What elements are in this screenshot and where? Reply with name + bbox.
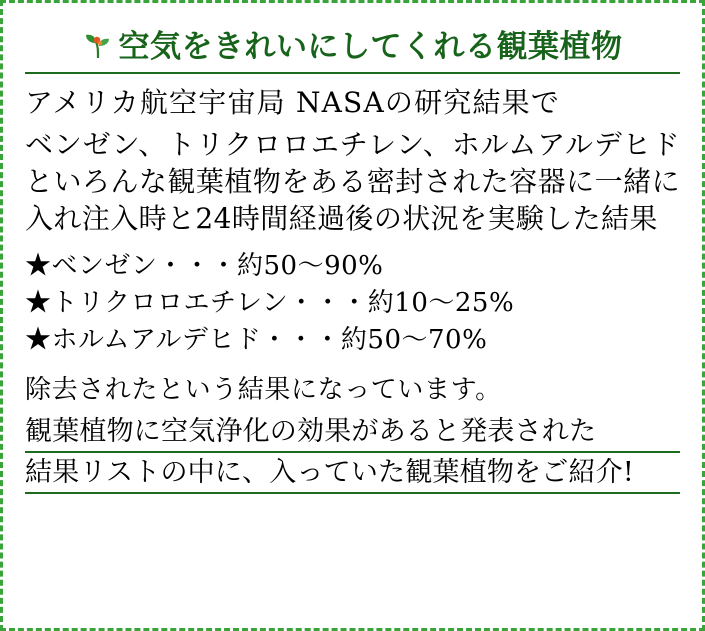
description-paragraph: ベンゼン、トリクロロエチレン、ホルムアルデヒドといろんな観葉植物をある密封された容器に一緒に入れ注入時と24時間経過後の状況を実験した結果 [25,128,680,236]
closing-text: 除去されたという結果になっています。 [25,374,502,405]
body-content [19,74,686,494]
lead-text: アメリカ航空宇宙局 NASAの研究結果で [25,86,561,119]
emphasis-line-1: 観葉植物に空気浄化の効果があると発表された [25,416,680,453]
bullet-list [25,248,680,359]
list-item: ★ベンゼン・・・約50〜90% [25,251,384,282]
emphasis-line-2: 結果リストの中に、入っていた観葉植物をご紹介! [25,457,680,494]
leaf-sprout-icon [83,31,113,61]
page-title: 空気をきれいにしてくれる観葉植物 [118,29,623,65]
list-item: ★トリクロロエチレン・・・約10〜25% [25,288,515,318]
header [25,17,680,74]
list-item: ★ホルムアルデヒド・・・約50〜70% [25,324,488,355]
